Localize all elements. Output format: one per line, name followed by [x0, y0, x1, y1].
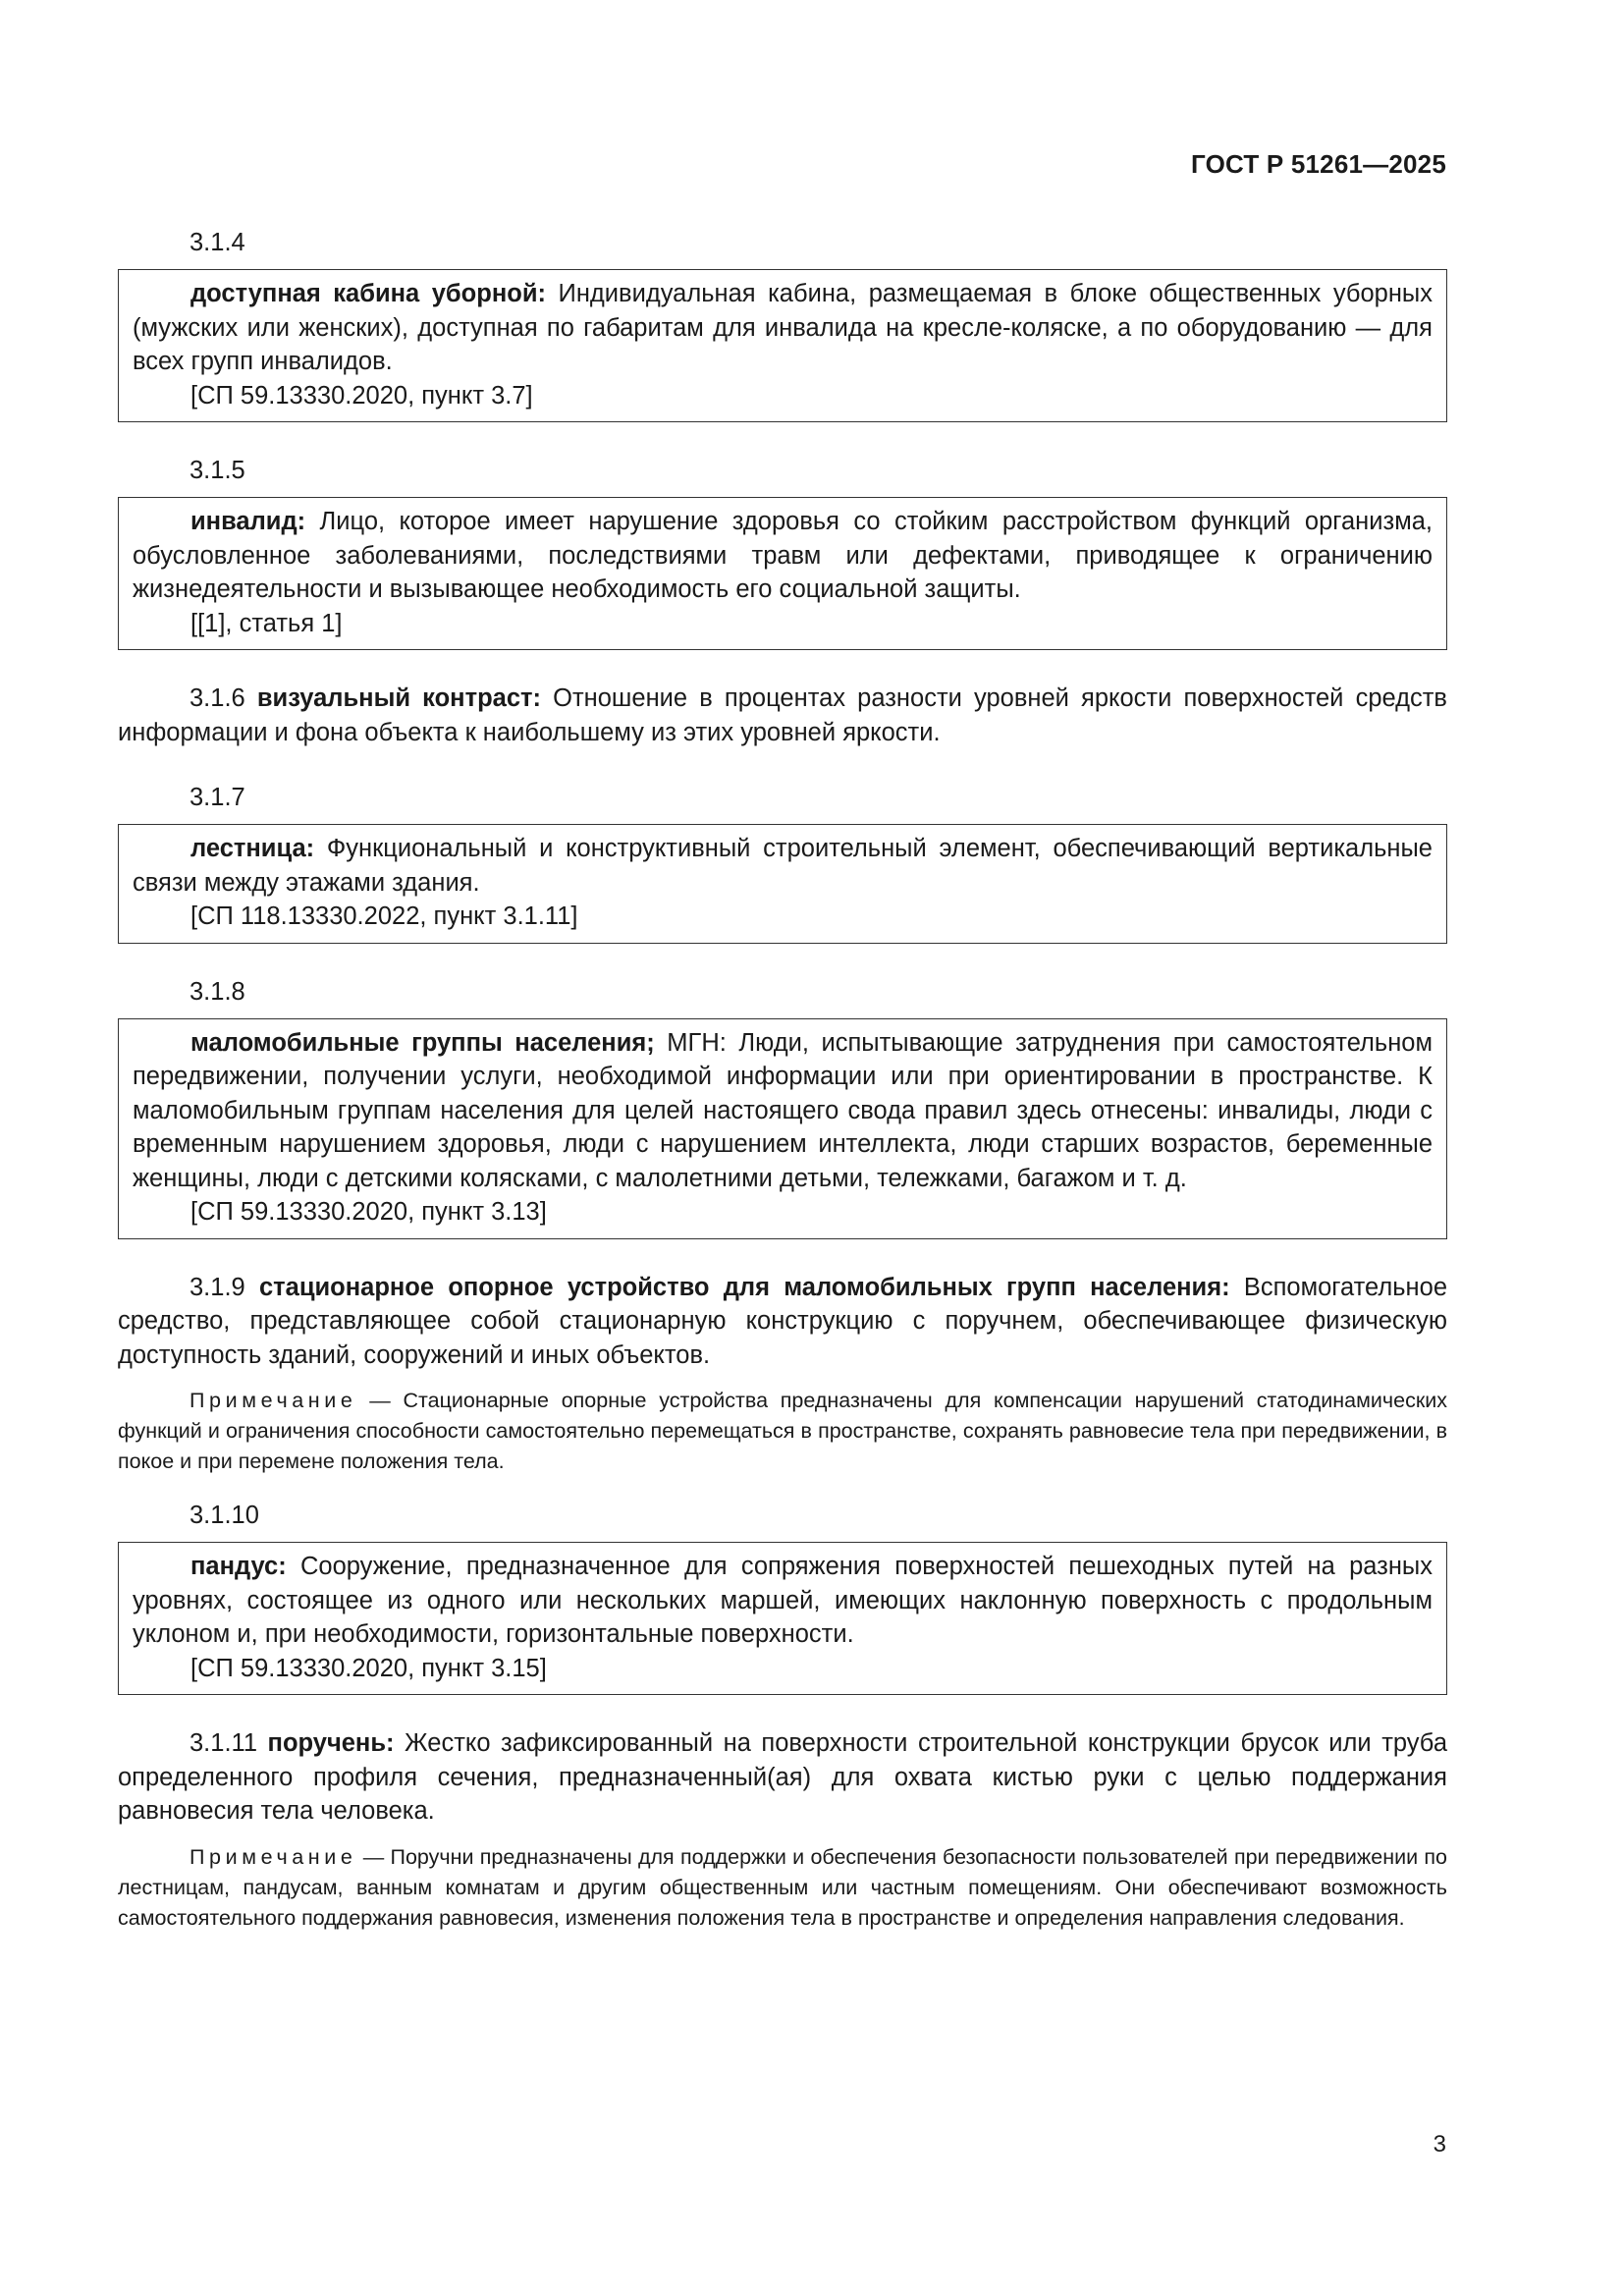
definition-text: Вспомогательное средство, представляющее собой стационарную конструкцию с поручнем, обеспечивающее физическую доступность зданий, сооружений и иных объектов.	[118, 1273, 1447, 1369]
term: поручень:	[267, 1729, 395, 1757]
term: доступная кабина уборной:	[190, 280, 546, 307]
definition-source: [СП 59.13330.2020, пункт 3.7]	[190, 381, 533, 410]
note-label: Примечание	[189, 1844, 357, 1869]
entry-number: 3.1.7	[189, 784, 245, 811]
definition-source: [СП 59.13330.2020, пункт 3.15]	[190, 1654, 547, 1682]
definition-text: МГН: Люди, испытывающие затруднения при самостоятельном передвижении, получении услуги, необходимой информации или при ориентировании в пространстве. К маломобильным группам населения для целей настоящего свода правил здесь отнесены: инвалиды, люди с временным нарушением здоровья, люди с нарушением интеллекта, люди старших возрастов, беременные женщины, люди с детскими колясками, с малолетними детьми, тележками, багажом и т. д.	[133, 1028, 1433, 1192]
entry-number: 3.1.5	[189, 457, 245, 484]
definition-paragraph	[133, 1026, 1433, 1196]
note-label: Примечание	[189, 1389, 357, 1412]
page-number: 3	[1433, 2131, 1446, 2158]
definition-box	[118, 1542, 1447, 1695]
document-code: ГОСТ Р 51261—2025	[1191, 149, 1446, 179]
definition-paragraph	[118, 682, 1447, 749]
definition-text: Функциональный и конструктивный строительный элемент, обеспечивающий вертикальные связи между этажами здания.	[133, 835, 1433, 897]
entry-number: 3.1.11	[189, 1729, 258, 1757]
note-paragraph	[118, 1386, 1447, 1477]
definition-box	[118, 497, 1447, 650]
term: лестница:	[190, 835, 315, 862]
definition-source: [СП 118.13330.2022, пункт 3.1.11]	[190, 902, 578, 930]
definition-source: [СП 59.13330.2020, пункт 3.13]	[190, 1198, 547, 1226]
definition-text: Лицо, которое имеет нарушение здоровья со стойким расстройством функций организма, обусловленное заболеваниями, последствиями травм или дефектами, приводящее к ограничению жизнедеятельности и вызывающее необходимость его социальной защиты.	[133, 508, 1433, 603]
definition-paragraph	[118, 1271, 1447, 1373]
entry-number: 3.1.9	[189, 1273, 245, 1301]
note-paragraph	[118, 1842, 1447, 1934]
entry-number: 3.1.4	[189, 229, 245, 256]
term: визуальный контраст:	[256, 684, 541, 712]
note-text: — Поручни предназначены для поддержки и обеспечения безопасности пользователей при передвижении по лестницам, пандусам, ванным комнатам и другим общественным или частным помещениям. Они обеспечивают возможность самостоятельного поддержания равновесия, изменения положения тела в пространстве и определения направления следования.	[118, 1844, 1447, 1930]
definition-box	[118, 269, 1447, 422]
entry-number: 3.1.10	[189, 1502, 259, 1529]
term: инвалид:	[190, 508, 306, 535]
entry-number: 3.1.8	[189, 977, 245, 1006]
definition-text: Индивидуальная кабина, размещаемая в блоке общественных уборных (мужских или женских), доступная по габаритам для инвалида на кресле-коляске, а по оборудованию — для всех групп инвалидов.	[133, 280, 1433, 375]
document-body	[118, 226, 1447, 1955]
entry-number: 3.1.6	[189, 684, 245, 712]
term: маломобильные группы населения;	[190, 1028, 655, 1057]
definition-paragraph	[133, 832, 1433, 900]
note-text: — Стационарные опорные устройства предназначены для компенсации нарушений статодинамических функций и ограничения способности самостоятельно перемещаться в пространстве, сохранять равновесие тела при передвижении, в покое и при перемене положения тела.	[118, 1389, 1447, 1473]
definition-paragraph	[118, 1726, 1447, 1829]
definition-text: Жестко зафиксированный на поверхности строительной конструкции брусок или труба определенного профиля сечения, предназначенный(ая) для охвата кистью руки с целью поддержания равновесия тела человека.	[118, 1729, 1448, 1825]
definition-box	[118, 824, 1447, 944]
definition-source: [[1], статья 1]	[190, 609, 343, 637]
term: стационарное опорное устройство для маломобильных групп населения:	[258, 1273, 1230, 1301]
definition-text: Отношение в процентах разности уровней яркости поверхностей средств информации и фона объекта к наибольшему из этих уровней яркости.	[118, 684, 1447, 746]
definition-text: Сооружение, предназначенное для сопряжения поверхностей пешеходных путей на разных уровнях, состоящее из одного или нескольких маршей, имеющих наклонную поверхность с продольным уклоном и, при необходимости, горизонтальные поверхности.	[133, 1553, 1433, 1648]
definition-paragraph	[133, 505, 1433, 607]
definition-paragraph	[133, 1550, 1433, 1652]
term: пандус:	[190, 1553, 287, 1580]
definition-paragraph	[133, 277, 1433, 379]
definition-box	[118, 1018, 1447, 1239]
